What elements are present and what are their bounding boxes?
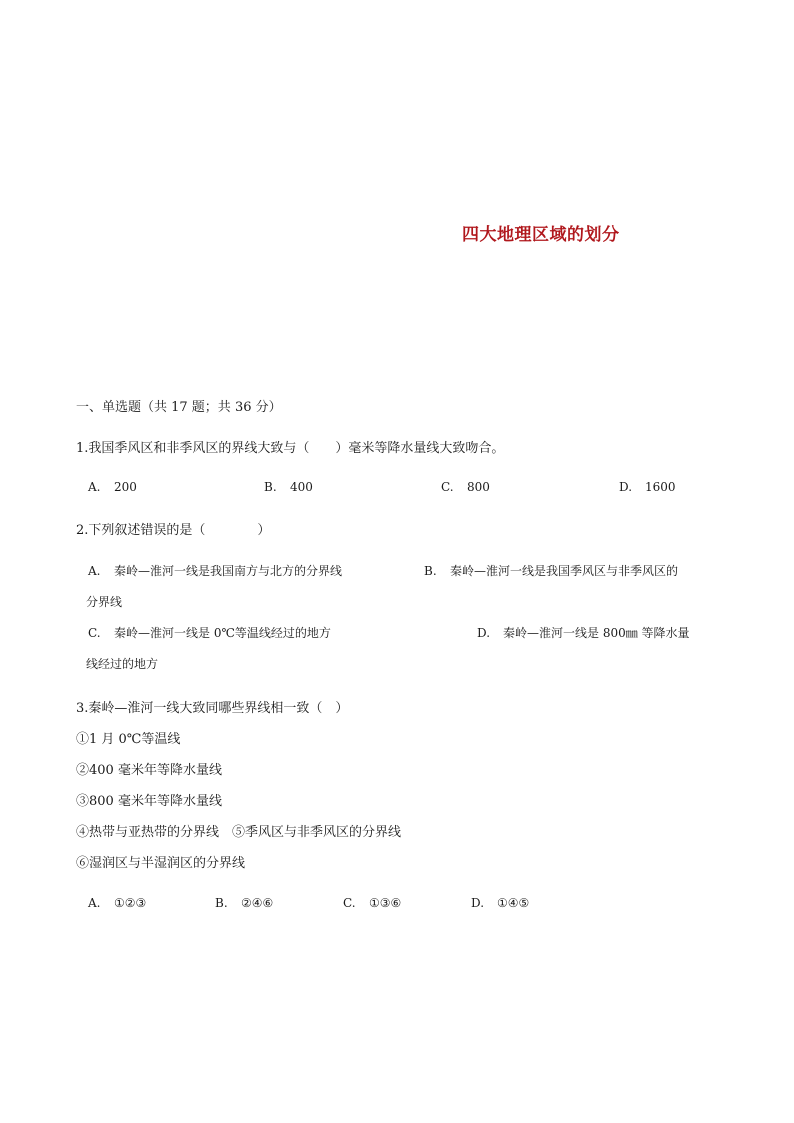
question-1-option-b	[264, 480, 313, 494]
option-letter: A.	[88, 480, 101, 494]
question-3-option-d	[471, 896, 529, 910]
question-2-stem: 2.下列叙述错误的是（ ）	[76, 523, 271, 538]
option-letter: A.	[88, 564, 101, 578]
option-letter: B.	[215, 896, 228, 910]
question-3-option-a	[88, 896, 146, 910]
question-2-option-c	[88, 624, 331, 641]
question-3-item-2: ②400 毫米年等降水量线	[76, 763, 222, 778]
option-letter: B.	[264, 480, 277, 494]
option-letter: C.	[441, 480, 454, 494]
option-text: ①②③	[114, 896, 147, 910]
question-3-item-1: ①1 月 0℃等温线	[76, 732, 181, 747]
option-text: ②④⑥	[241, 896, 274, 910]
question-3-option-c	[343, 896, 401, 910]
question-2-option-b-continuation: 分界线	[86, 595, 123, 609]
option-text: 1600	[645, 480, 676, 494]
question-2-option-b	[424, 562, 678, 579]
option-letter: D.	[471, 896, 485, 910]
option-letter: D.	[477, 626, 491, 640]
question-1-option-a	[88, 480, 137, 494]
option-text: 200	[114, 480, 137, 494]
document-title: 四大地理区域的划分	[462, 225, 620, 245]
option-text: 400	[290, 480, 313, 494]
question-1-option-d	[619, 480, 676, 494]
option-letter: D.	[619, 480, 633, 494]
section-heading: 一、单选题（共 17 题；共 36 分）	[76, 400, 282, 415]
question-3-stem: 3.秦岭—淮河一线大致同哪些界线相一致（ ）	[76, 701, 349, 716]
option-text: 秦岭—淮河一线是 800㎜ 等降水量	[503, 626, 690, 640]
option-letter: C.	[343, 896, 356, 910]
question-2-option-d-continuation: 线经过的地方	[86, 657, 159, 671]
option-text: ①④⑤	[497, 896, 530, 910]
question-2-option-d	[477, 624, 690, 641]
option-letter: B.	[424, 564, 437, 578]
question-3-item-5: ⑥湿润区与半湿润区的分界线	[76, 856, 246, 871]
option-text: 秦岭—淮河一线是我国季风区与非季风区的	[450, 564, 679, 578]
option-text: 秦岭—淮河一线是 0℃等温线经过的地方	[114, 626, 331, 640]
option-text: 秦岭—淮河一线是我国南方与北方的分界线	[114, 564, 343, 578]
option-text: 800	[467, 480, 490, 494]
option-text: ①③⑥	[369, 896, 402, 910]
option-letter: A.	[88, 896, 101, 910]
question-3-item-3: ③800 毫米年等降水量线	[76, 794, 222, 809]
question-1-stem: 1.我国季风区和非季风区的界线大致与（ ）毫米等降水量线大致吻合。	[76, 441, 505, 456]
option-letter: C.	[88, 626, 101, 640]
question-3-item-4: ④热带与亚热带的分界线 ⑤季风区与非季风区的分界线	[76, 825, 402, 840]
question-1-option-c	[441, 480, 490, 494]
question-2-option-a	[88, 562, 342, 579]
question-3-option-b	[215, 896, 273, 910]
